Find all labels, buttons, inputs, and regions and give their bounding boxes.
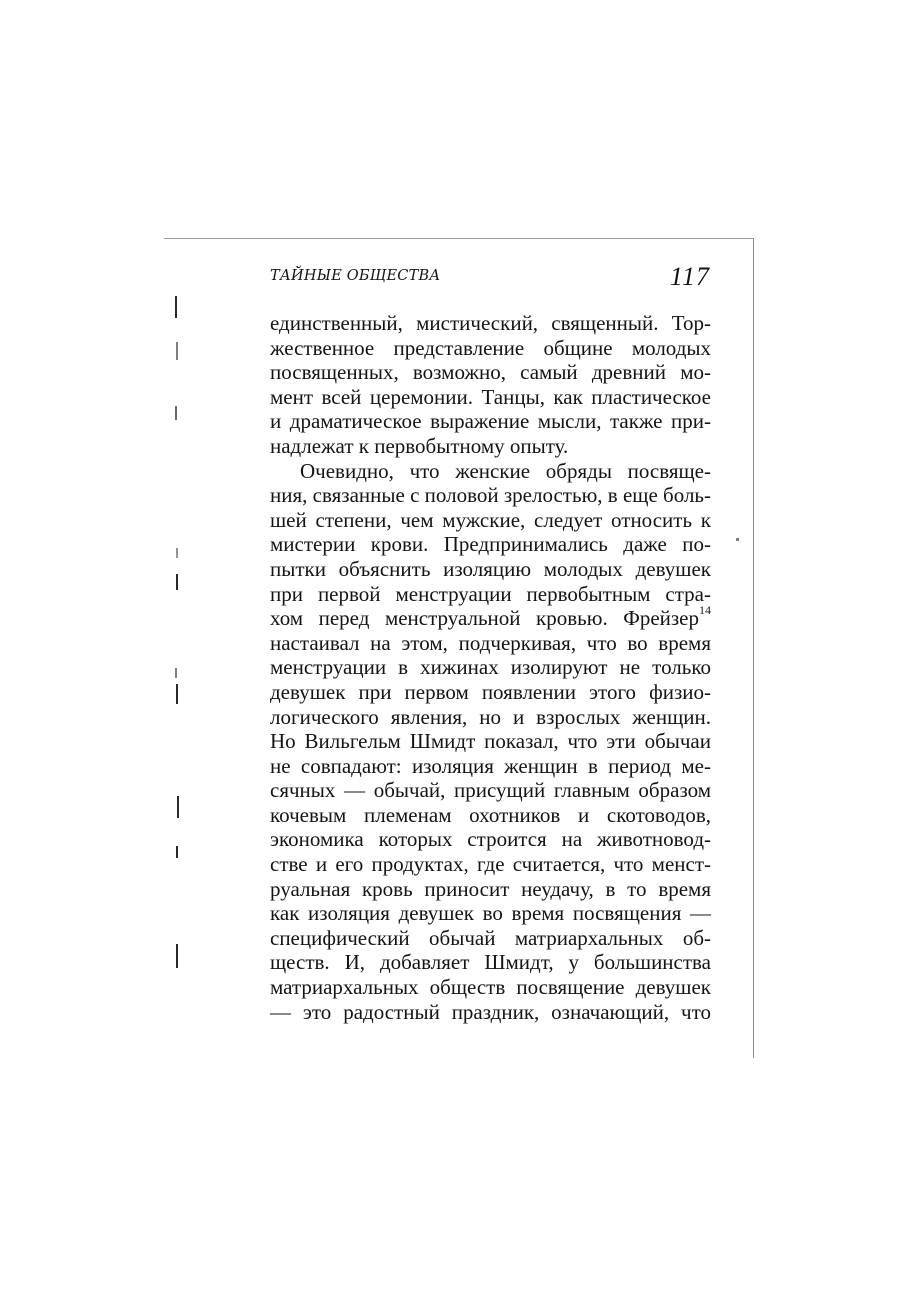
text-line: девушек при первом появлении этого физио- bbox=[270, 679, 711, 704]
text-line: единственный, мистический, священный. Тор- bbox=[270, 311, 711, 335]
text-line: сячных — обычай, присущий главным образом bbox=[270, 778, 711, 803]
text-line-with-footnote bbox=[270, 603, 711, 631]
text-line: жественное представление общине молодых bbox=[270, 335, 711, 360]
scan-mark bbox=[176, 548, 178, 558]
scan-mark bbox=[176, 574, 178, 590]
text-line: шей степени, чем мужские, следует относить к bbox=[270, 507, 711, 532]
text-line: надлежат к первобытному опыту. bbox=[270, 433, 569, 458]
text-line: кочевым племенам охотников и скотоводов, bbox=[270, 802, 711, 827]
running-title: ТАЙНЫЕ ОБЩЕСТВА bbox=[270, 268, 441, 284]
text-line: при первой менструации первобытным стра- bbox=[270, 581, 711, 606]
text-line: и драматическое выражение мысли, также при- bbox=[270, 409, 711, 434]
text-line: пытки объяснить изоляцию молодых девушек bbox=[270, 556, 711, 581]
scan-mark bbox=[175, 296, 177, 318]
text-line: Но Вильгельм Шмидт показал, что эти обычаи bbox=[270, 729, 711, 754]
text-line: как изоляция девушек во время посвящения — bbox=[270, 901, 711, 926]
scan-mark bbox=[736, 538, 739, 541]
footnote-ref[interactable]: 14 bbox=[699, 603, 711, 618]
scan-mark bbox=[175, 406, 177, 420]
text-line: менструации в хижинах изолируют не только bbox=[270, 655, 711, 680]
text-line: ния, связанные с половой зрелостью, в еще боль- bbox=[270, 483, 711, 508]
scan-mark bbox=[176, 684, 178, 704]
text-line: настаивал на этом, подчеркивая, что во время bbox=[270, 630, 711, 655]
text-line: экономика которых строится на животновод- bbox=[270, 827, 711, 852]
scan-mark bbox=[175, 668, 177, 678]
page-border-top bbox=[164, 238, 754, 239]
text-line: посвященных, возможно, самый древний мо- bbox=[270, 360, 711, 385]
text-line: специфический обычай матриархальных об- bbox=[270, 925, 711, 950]
text-line: матриархальных обществ посвящение девушек bbox=[270, 975, 711, 1000]
text-line: ществ. И, добавляет Шмидт, у большинства bbox=[270, 950, 711, 975]
text-line-content: хом перед менструальной кровью. Фрейзер bbox=[270, 606, 699, 631]
text-line: стве и его продуктах, где считается, что менст- bbox=[270, 852, 711, 877]
paragraph-2 bbox=[270, 459, 711, 1025]
page-number: 117 bbox=[669, 262, 710, 291]
scan-mark bbox=[176, 944, 178, 968]
paragraph-1 bbox=[270, 311, 711, 459]
text-line: не совпадают: изоляция женщин в период ме- bbox=[270, 753, 711, 778]
text-line: Очевидно, что женские обряды посвяще- bbox=[300, 458, 711, 483]
body-text bbox=[270, 311, 711, 1024]
text-line: мистерии крови. Предпринимались даже по- bbox=[270, 532, 711, 557]
page-border-right bbox=[753, 238, 754, 1058]
text-line: мент всей церемонии. Танцы, как пластическое bbox=[270, 384, 711, 409]
scan-mark bbox=[176, 342, 178, 360]
text-line: руальная кровь приносит неудачу, в то время bbox=[270, 876, 711, 901]
running-head bbox=[270, 262, 710, 292]
text-line: логического явления, но и взрослых женщин. bbox=[270, 704, 711, 729]
scan-mark bbox=[177, 796, 179, 818]
text-line: — это радостный праздник, означающий, что bbox=[270, 999, 711, 1024]
scan-mark bbox=[176, 846, 178, 858]
